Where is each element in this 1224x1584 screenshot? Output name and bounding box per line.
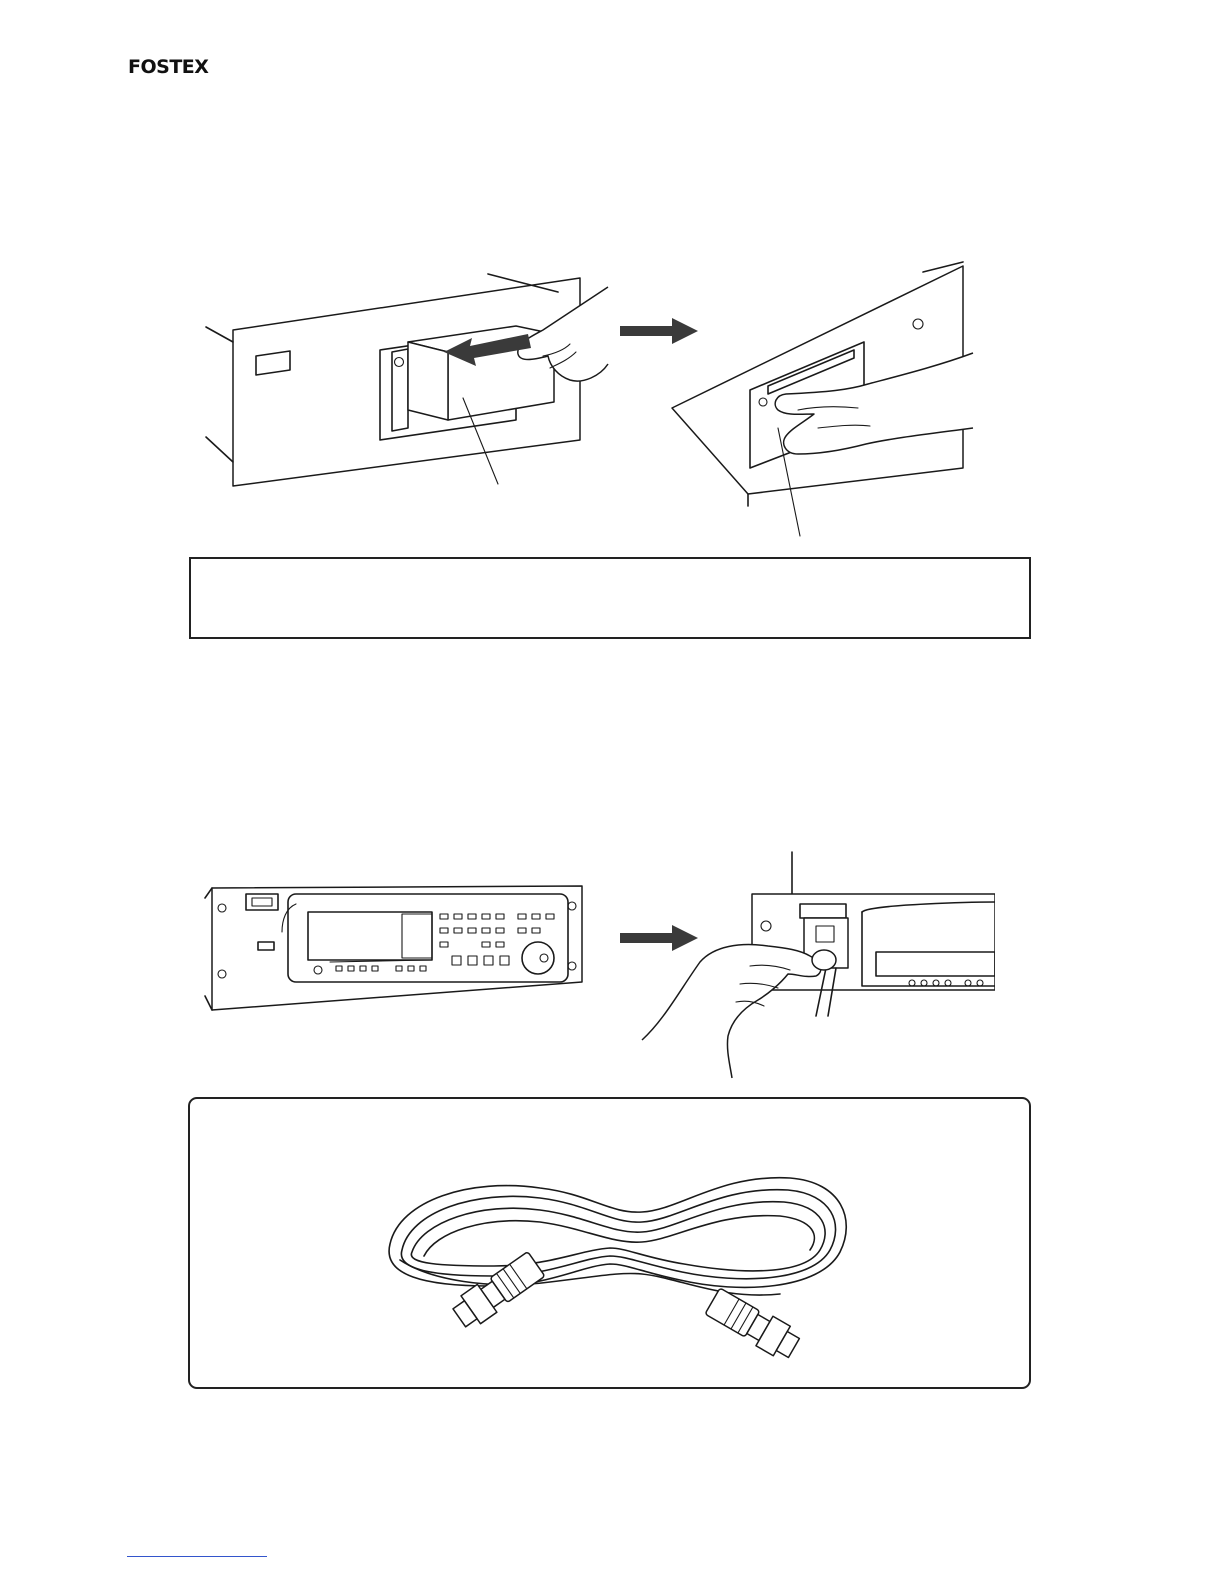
coiled-serial-cable-illustration (380, 1160, 860, 1365)
recorder-front-panel-illustration (200, 878, 590, 1018)
connector-plug-in-illustration (640, 850, 995, 1080)
front-panel-lock-illustration (668, 258, 978, 538)
rack-unit-insertion-illustration (198, 272, 618, 487)
note-box (189, 557, 1031, 639)
insert-unit-figure (198, 272, 618, 487)
cable-coil-figure (380, 1160, 860, 1365)
recorder-front-figure (200, 878, 590, 1018)
fostex-logo: FOSTEX (128, 56, 209, 78)
footer-rule (127, 1556, 267, 1557)
lock-unit-figure (668, 258, 978, 538)
connect-cable-figure (640, 850, 995, 1080)
